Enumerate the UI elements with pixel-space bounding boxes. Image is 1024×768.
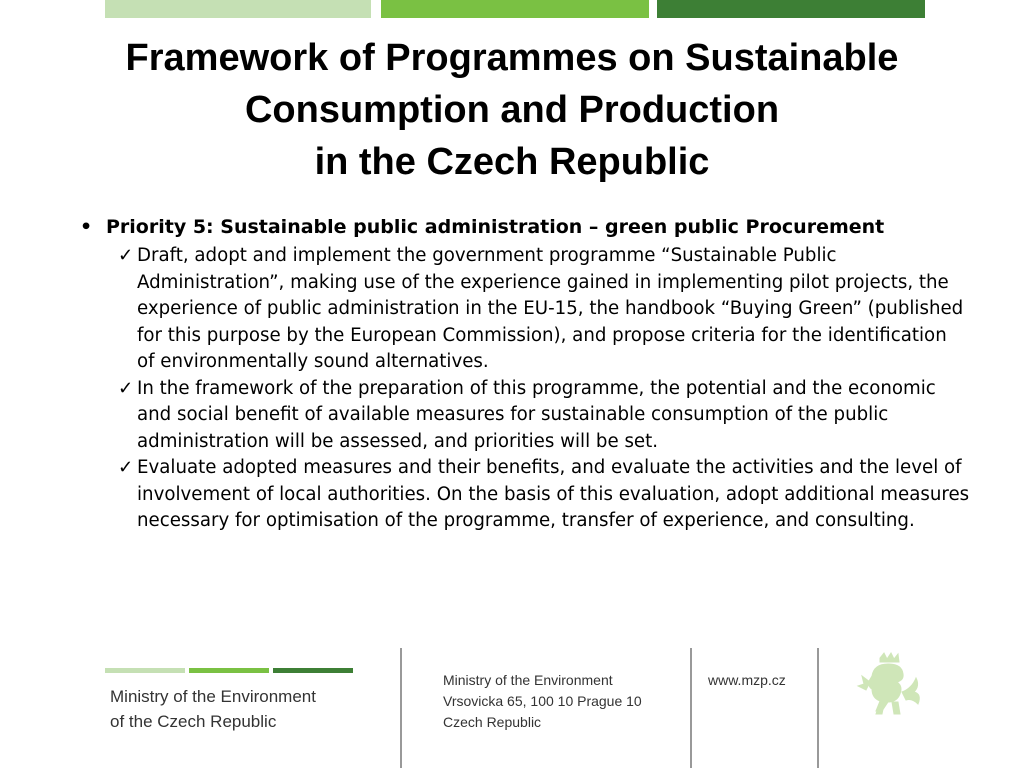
title-line-1: Framework of Programmes on Sustainable xyxy=(125,37,899,79)
list-item-text: Draft, adopt and implement the government programme “Sustainable Public Administration”, making use of the experience gained in implementing pilot projects, the experience of public administration in the EU-15, the handbook “Buying Green” (published for this purpose by the European Commission), and propose criteria for the identification of environmentally sound alternatives. xyxy=(137,245,964,372)
list-item xyxy=(118,376,970,456)
check-icon: ✓ xyxy=(118,245,134,266)
footer-divider xyxy=(400,648,402,768)
ministry-line-2: of the Czech Republic xyxy=(110,712,277,731)
footer-bar-mid xyxy=(189,668,269,673)
footer-bar-light xyxy=(105,668,185,673)
address-line-3: Czech Republic xyxy=(443,714,542,730)
website-link[interactable]: www.mzp.cz xyxy=(708,672,786,688)
page-title xyxy=(40,32,984,188)
footer-divider xyxy=(690,648,692,768)
priority-text: Priority 5: Sustainable public administration – green public Procurement xyxy=(106,216,885,238)
title-line-3: in the Czech Republic xyxy=(314,141,710,183)
check-icon: ✓ xyxy=(118,457,134,478)
list-item xyxy=(118,455,970,535)
priority-heading xyxy=(80,214,970,241)
bullet-icon: • xyxy=(80,216,93,238)
address-line-1: Ministry of the Environment xyxy=(443,672,613,688)
footer-address xyxy=(443,670,642,733)
czech-lion-emblem-icon xyxy=(850,652,930,717)
top-bar-mid-green xyxy=(381,0,649,18)
list-item-text: Evaluate adopted measures and their benefits, and evaluate the activities and the level of involvement of local authorities. On the basis of this evaluation, adopt additional measures necessary for optimisation of the programme, transfer of experience, and consulting. xyxy=(137,457,970,531)
ministry-logo-text xyxy=(110,684,316,734)
list-item-text: In the framework of the preparation of this programme, the potential and the economic and social benefit of available measures for sustainable consumption of the public administration will be assessed, and priorities will be set. xyxy=(137,377,936,452)
top-bar-light-green xyxy=(105,0,371,18)
title-line-2: Consumption and Production xyxy=(244,89,780,131)
ministry-line-1: Ministry of the Environment xyxy=(110,687,316,706)
list-item xyxy=(118,243,970,376)
top-bar-dark-green xyxy=(657,0,925,18)
footer-divider xyxy=(817,648,819,768)
address-line-2: Vrsovicka 65, 100 10 Prague 10 xyxy=(443,693,642,709)
slide-content xyxy=(80,214,970,535)
check-icon: ✓ xyxy=(118,377,134,399)
footer-bar-dark xyxy=(273,668,353,673)
checklist xyxy=(118,243,970,535)
